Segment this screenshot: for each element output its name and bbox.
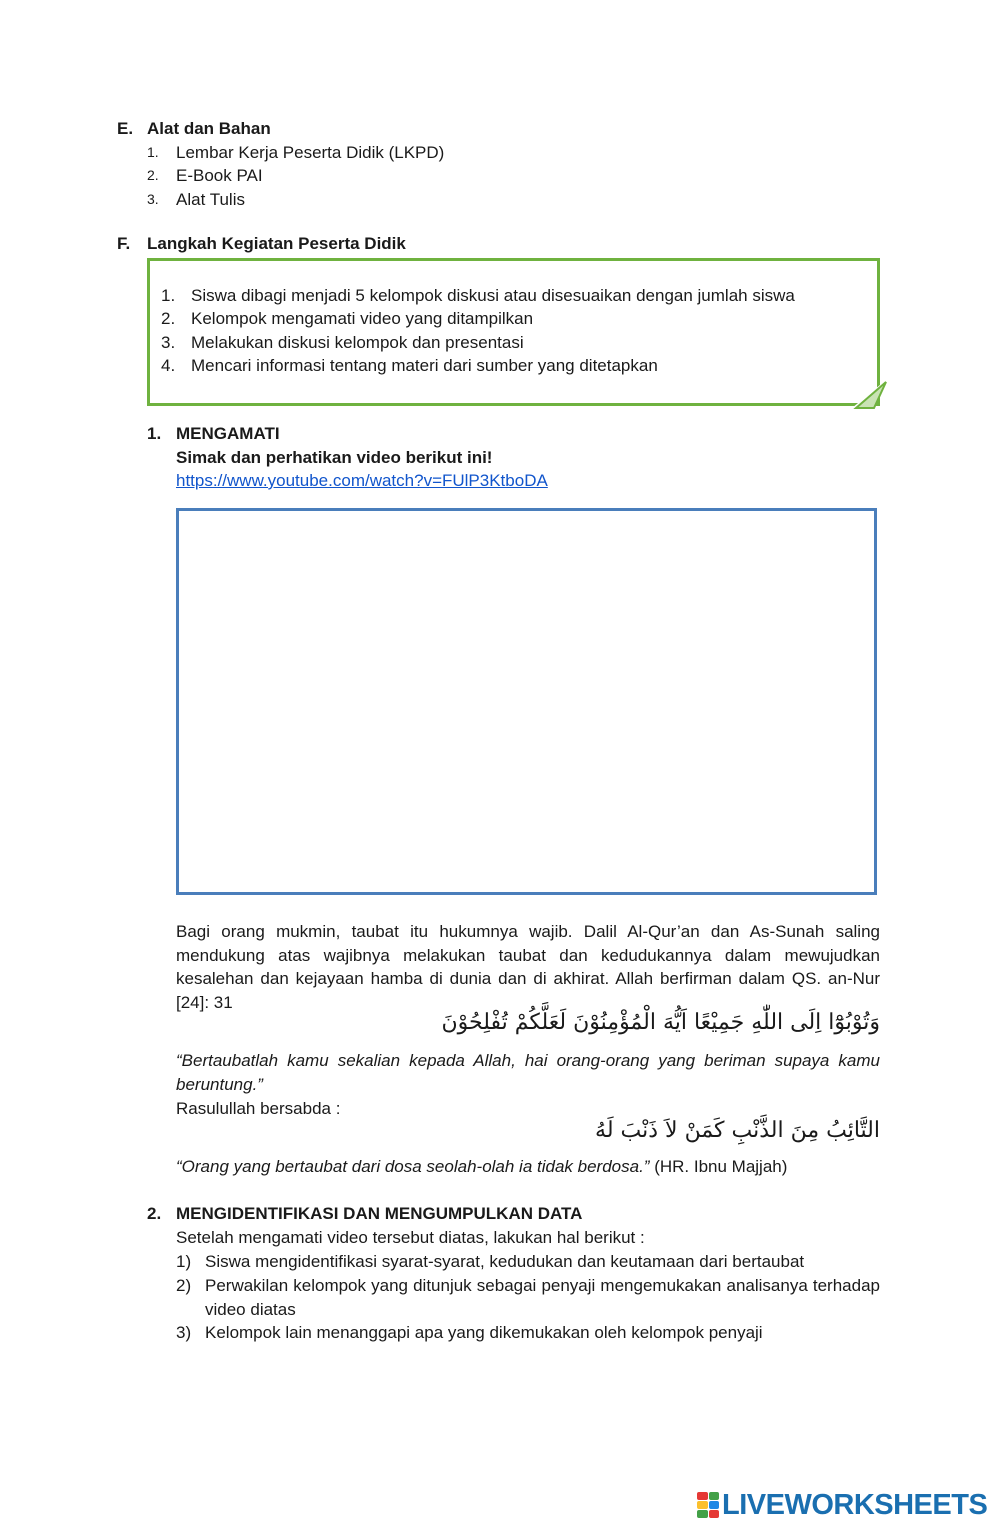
section-f-marker: F. — [117, 234, 131, 253]
hadith-source: (HR. Ibnu Majjah) — [649, 1157, 788, 1176]
section-e-marker: E. — [117, 119, 134, 138]
logo-text: LIVEWORKSHEETS — [722, 1488, 988, 1521]
video-embed-frame[interactable] — [176, 508, 877, 895]
subsection-title: MENGAMATI — [176, 424, 280, 443]
list-item: Lembar Kerja Peserta Didik (LKPD) — [176, 143, 445, 162]
liveworksheets-logo — [697, 1488, 987, 1522]
step-number: 2. — [161, 309, 176, 328]
arabic-verse: وَتُوْبُوْٓا اِلَى اللّٰهِ جَمِيْعًا اَيُّهَ الْمُؤْمِنُوْنَ لَعَلَّكُمْ تُفْلِحُوْنَ — [441, 1010, 880, 1035]
subsection-title: MENGIDENTIFIKASI DAN MENGUMPULKAN DATA — [176, 1204, 583, 1223]
list-item: Siswa mengidentifikasi syarat-syarat, kedudukan dan keutamaan dari bertaubat — [205, 1252, 805, 1271]
verse-translation: “Bertaubatlah kamu sekalian kepada Allah, hai orang-orang yang beriman supaya kamu beruntung.” — [176, 1051, 880, 1094]
subsection-intro: Setelah mengamati video tersebut diatas, lakukan hal berikut : — [176, 1228, 645, 1247]
subsection-number: 2. — [147, 1204, 162, 1223]
video-link[interactable]: https://www.youtube.com/watch?v=FUlP3KtboDA — [176, 471, 548, 490]
section-f-title: Langkah Kegiatan Peserta Didik — [147, 234, 406, 253]
logo-blocks-icon — [697, 1492, 719, 1518]
section-e-title: Alat dan Bahan — [147, 119, 271, 138]
hadith-translation-line — [176, 1155, 787, 1178]
list-item-number: 2) — [176, 1276, 192, 1295]
list-item: Kelompok lain menanggapi apa yang dikemukakan oleh kelompok penyaji — [205, 1323, 763, 1342]
step-number: 3. — [161, 333, 176, 352]
list-item: E-Book PAI — [176, 166, 263, 185]
list-item-number: 3) — [176, 1323, 192, 1342]
page-fold-icon — [852, 378, 888, 410]
instruction-text: Simak dan perhatikan video berikut ini! — [176, 448, 493, 467]
step-number: 1. — [161, 286, 176, 305]
list-item: Perwakilan kelompok yang ditunjuk sebagai penyaji mengemukakan analisanya terhadap video diatas — [205, 1276, 880, 1319]
list-item-number: 3. — [147, 191, 159, 207]
step-item: Mencari informasi tentang materi dari sumber yang ditetapkan — [191, 356, 658, 375]
subsection-number: 1. — [147, 424, 162, 443]
list-item-number: 2. — [147, 167, 159, 183]
step-item: Siswa dibagi menjadi 5 kelompok diskusi atau disesuaikan dengan jumlah siswa — [191, 286, 795, 305]
hadith-intro: Rasulullah bersabda : — [176, 1099, 341, 1118]
step-number: 4. — [161, 356, 176, 375]
list-item-number: 1. — [147, 144, 159, 160]
list-item-number: 1) — [176, 1252, 192, 1271]
hadith-translation: “Orang yang bertaubat dari dosa seolah-olah ia tidak berdosa.” — [176, 1157, 650, 1176]
list-item: Alat Tulis — [176, 190, 245, 209]
step-item: Melakukan diskusi kelompok dan presentasi — [191, 333, 524, 352]
arabic-hadith: التَّائِبُ مِنَ الذَّنْبِ كَمَنْ لاَ ذَنْبَ لَهُ — [595, 1118, 880, 1143]
body-paragraph: Bagi orang mukmin, taubat itu hukumnya wajib. Dalil Al-Qur’an dan As-Sunah saling mendukung atas wajibnya melakukan taubat dan kedudukannya dalam mewujudkan kesalehan dan kejayaan hamba di dunia dan di akhirat. Allah berfirman dalam QS. an-Nur [24]: 31 — [176, 922, 880, 1012]
step-item: Kelompok mengamati video yang ditampilkan — [191, 309, 534, 328]
